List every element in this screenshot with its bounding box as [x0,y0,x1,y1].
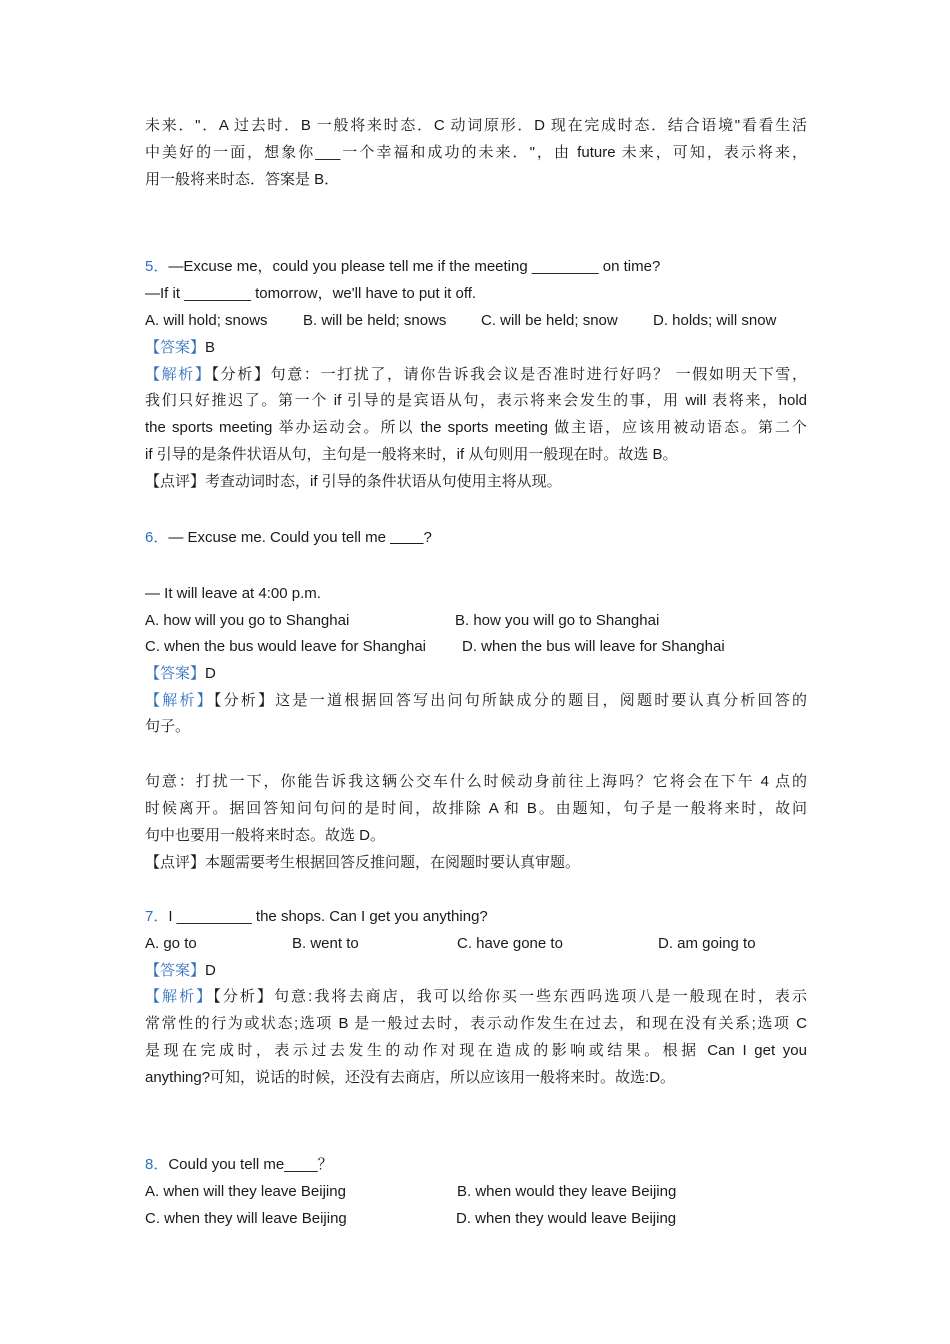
q6-explain-line-1: 句意：打扰一下，你能告诉我这辆公交车什么时候动身前往上海吗？它将会在下午 4 点的 [145,773,807,790]
q8-options-row-1 [145,1182,676,1202]
q5-stem-line-1 [145,257,660,277]
q7-analysis-line-2: 常常性的行为或状态;选项 B 是一般过去时，表示动作发生在过去，和现在没有关系;选项 C [145,1015,807,1032]
q6-stem-text: — Excuse me. Could you tell me [168,529,391,546]
q5-number: 5． [145,258,169,275]
q5-option-c: C. will be held; snow [481,312,618,329]
q7-analysis-line-3: 是现在完成时，表示过去发生的动作对现在造成的影响或结果。根据 Can I get you [145,1042,807,1059]
q5-analysis-line-4: if 引导的是条件状语从句，主句是一般将来时，if 从句则用一般现在时。故选 B。 [145,446,678,463]
q5-analysis-line-1 [145,365,807,385]
q7-stem [145,907,488,927]
q6-analysis-tag: 【解析】 [145,692,214,709]
prev-analysis-line-2: 中美好的一面，想象你___一个幸福和成功的未来．"，由 future 未来，可知，表示将来， [145,144,807,161]
q6-blank: ____ [390,529,424,546]
q6-analysis-text-1: 【分析】这是一道根据回答写出问句所缺成分的题目，阅题时要认真分析回答的 [213,692,807,709]
q8-options-row-2 [145,1209,676,1229]
q6-option-b: B. how you will go to Shanghai [455,612,660,629]
q5-answer [145,338,215,358]
q6-answer-tag: 【答案】 [145,665,206,682]
q7-analysis-line-4: anything?可知，说话的时候，还没有去商店，所以应该用一般将来时。故选:D。 [145,1069,676,1086]
q5-answer-tag: 【答案】 [145,339,206,356]
q8-stem [145,1155,333,1175]
q6-option-d: D. when the bus will leave for Shanghai [462,638,725,655]
q5-stem-1: —Excuse me，could you please tell me if the meeting ________ on time? [168,258,661,275]
q7-option-c: C. have gone to [457,935,563,952]
q7-answer [145,961,216,981]
q7-option-d: D. am going to [658,935,756,952]
q6-options-row-2 [145,637,725,657]
q7-analysis-text-1: 【分析】句意:我将去商店，我可以给你买一些东西吗选项八是一般现在时，表示 [213,988,807,1005]
q5-analysis-line-2: 我们只好推迟了。第一个 if 引导的是宾语从句，表示将来会发生的事，用 will 表将来，hold [145,392,807,409]
q5-option-a: A. will hold; snows [145,312,268,329]
q7-number: 7． [145,908,169,925]
q7-analysis-tag: 【解析】 [145,988,214,1005]
q6-answer-value: D [205,665,216,682]
q5-option-b: B. will be held; snows [303,312,447,329]
q6-reply: — It will leave at 4:00 p.m. [145,585,321,602]
q7-option-b: B. went to [292,935,359,952]
q5-analysis-tag: 【解析】 [145,366,212,383]
prev-analysis-line-1: 未来．"．A 过去时．B 一般将来时态．C 动词原形．D 现在完成时态．结合语境"看看生活 [145,117,807,134]
q5-analysis-line-3: the sports meeting 举办运动会。所以 the sports meeting 做主语，应该用被动语态。第二个 [145,419,807,436]
q8-stem-text: Could you tell me____？ [168,1156,333,1173]
q6-option-c: C. when the bus would leave for Shanghai [145,638,427,655]
q6-comment: 【点评】本题需要考生根据回答反推问题，在阅题时要认真审题。 [145,854,581,871]
q7-analysis-line-1 [145,987,807,1007]
q5-stem-line-2: —If it ________ tomorrow，we'll have to put it off. [145,285,477,302]
q6-answer [145,664,216,684]
q6-option-a: A. how will you go to Shanghai [145,612,350,629]
q8-option-d: D. when they would leave Beijing [456,1210,677,1227]
q6-explain-line-3: 句中也要用一般将来时态。故选 D。 [145,827,386,844]
q5-analysis-text-1: 【分析】句意：一打扰了，请你告诉我会议是否准时进行好吗？ 一假如明天下雪， [211,366,807,383]
q6-analysis-line-2: 句子。 [145,718,191,735]
q6-options-row-1 [145,611,659,631]
q7-stem-text: I _________ the shops. Can I get you anything? [168,908,488,925]
q5-comment: 【点评】考查动词时态，if 引导的条件状语从句使用主将从现。 [145,473,562,490]
q7-answer-tag: 【答案】 [145,962,206,979]
q8-number: 8． [145,1156,169,1173]
q6-number: 6． [145,529,169,546]
q8-option-b: B. when would they leave Beijing [457,1183,677,1200]
q6-analysis-line-1 [145,691,807,711]
q8-option-a: A. when will they leave Beijing [145,1183,346,1200]
q6-explain-line-2: 时候离开。据回答知问句问的是时间，故排除 A 和 B。由题知，句子是一般将来时，故问 [145,800,807,817]
q7-answer-value: D [205,962,216,979]
q6-stem [145,528,432,548]
q8-option-c: C. when they will leave Beijing [145,1210,347,1227]
q5-option-d: D. holds; will snow [653,312,777,329]
q6-stem-end: ? [423,529,432,546]
prev-analysis-line-3: 用一般将来时态．答案是 B． [145,171,340,188]
q7-options [145,934,756,954]
q5-answer-value: B [205,339,216,356]
q5-options [145,311,776,331]
q7-option-a: A. go to [145,935,197,952]
